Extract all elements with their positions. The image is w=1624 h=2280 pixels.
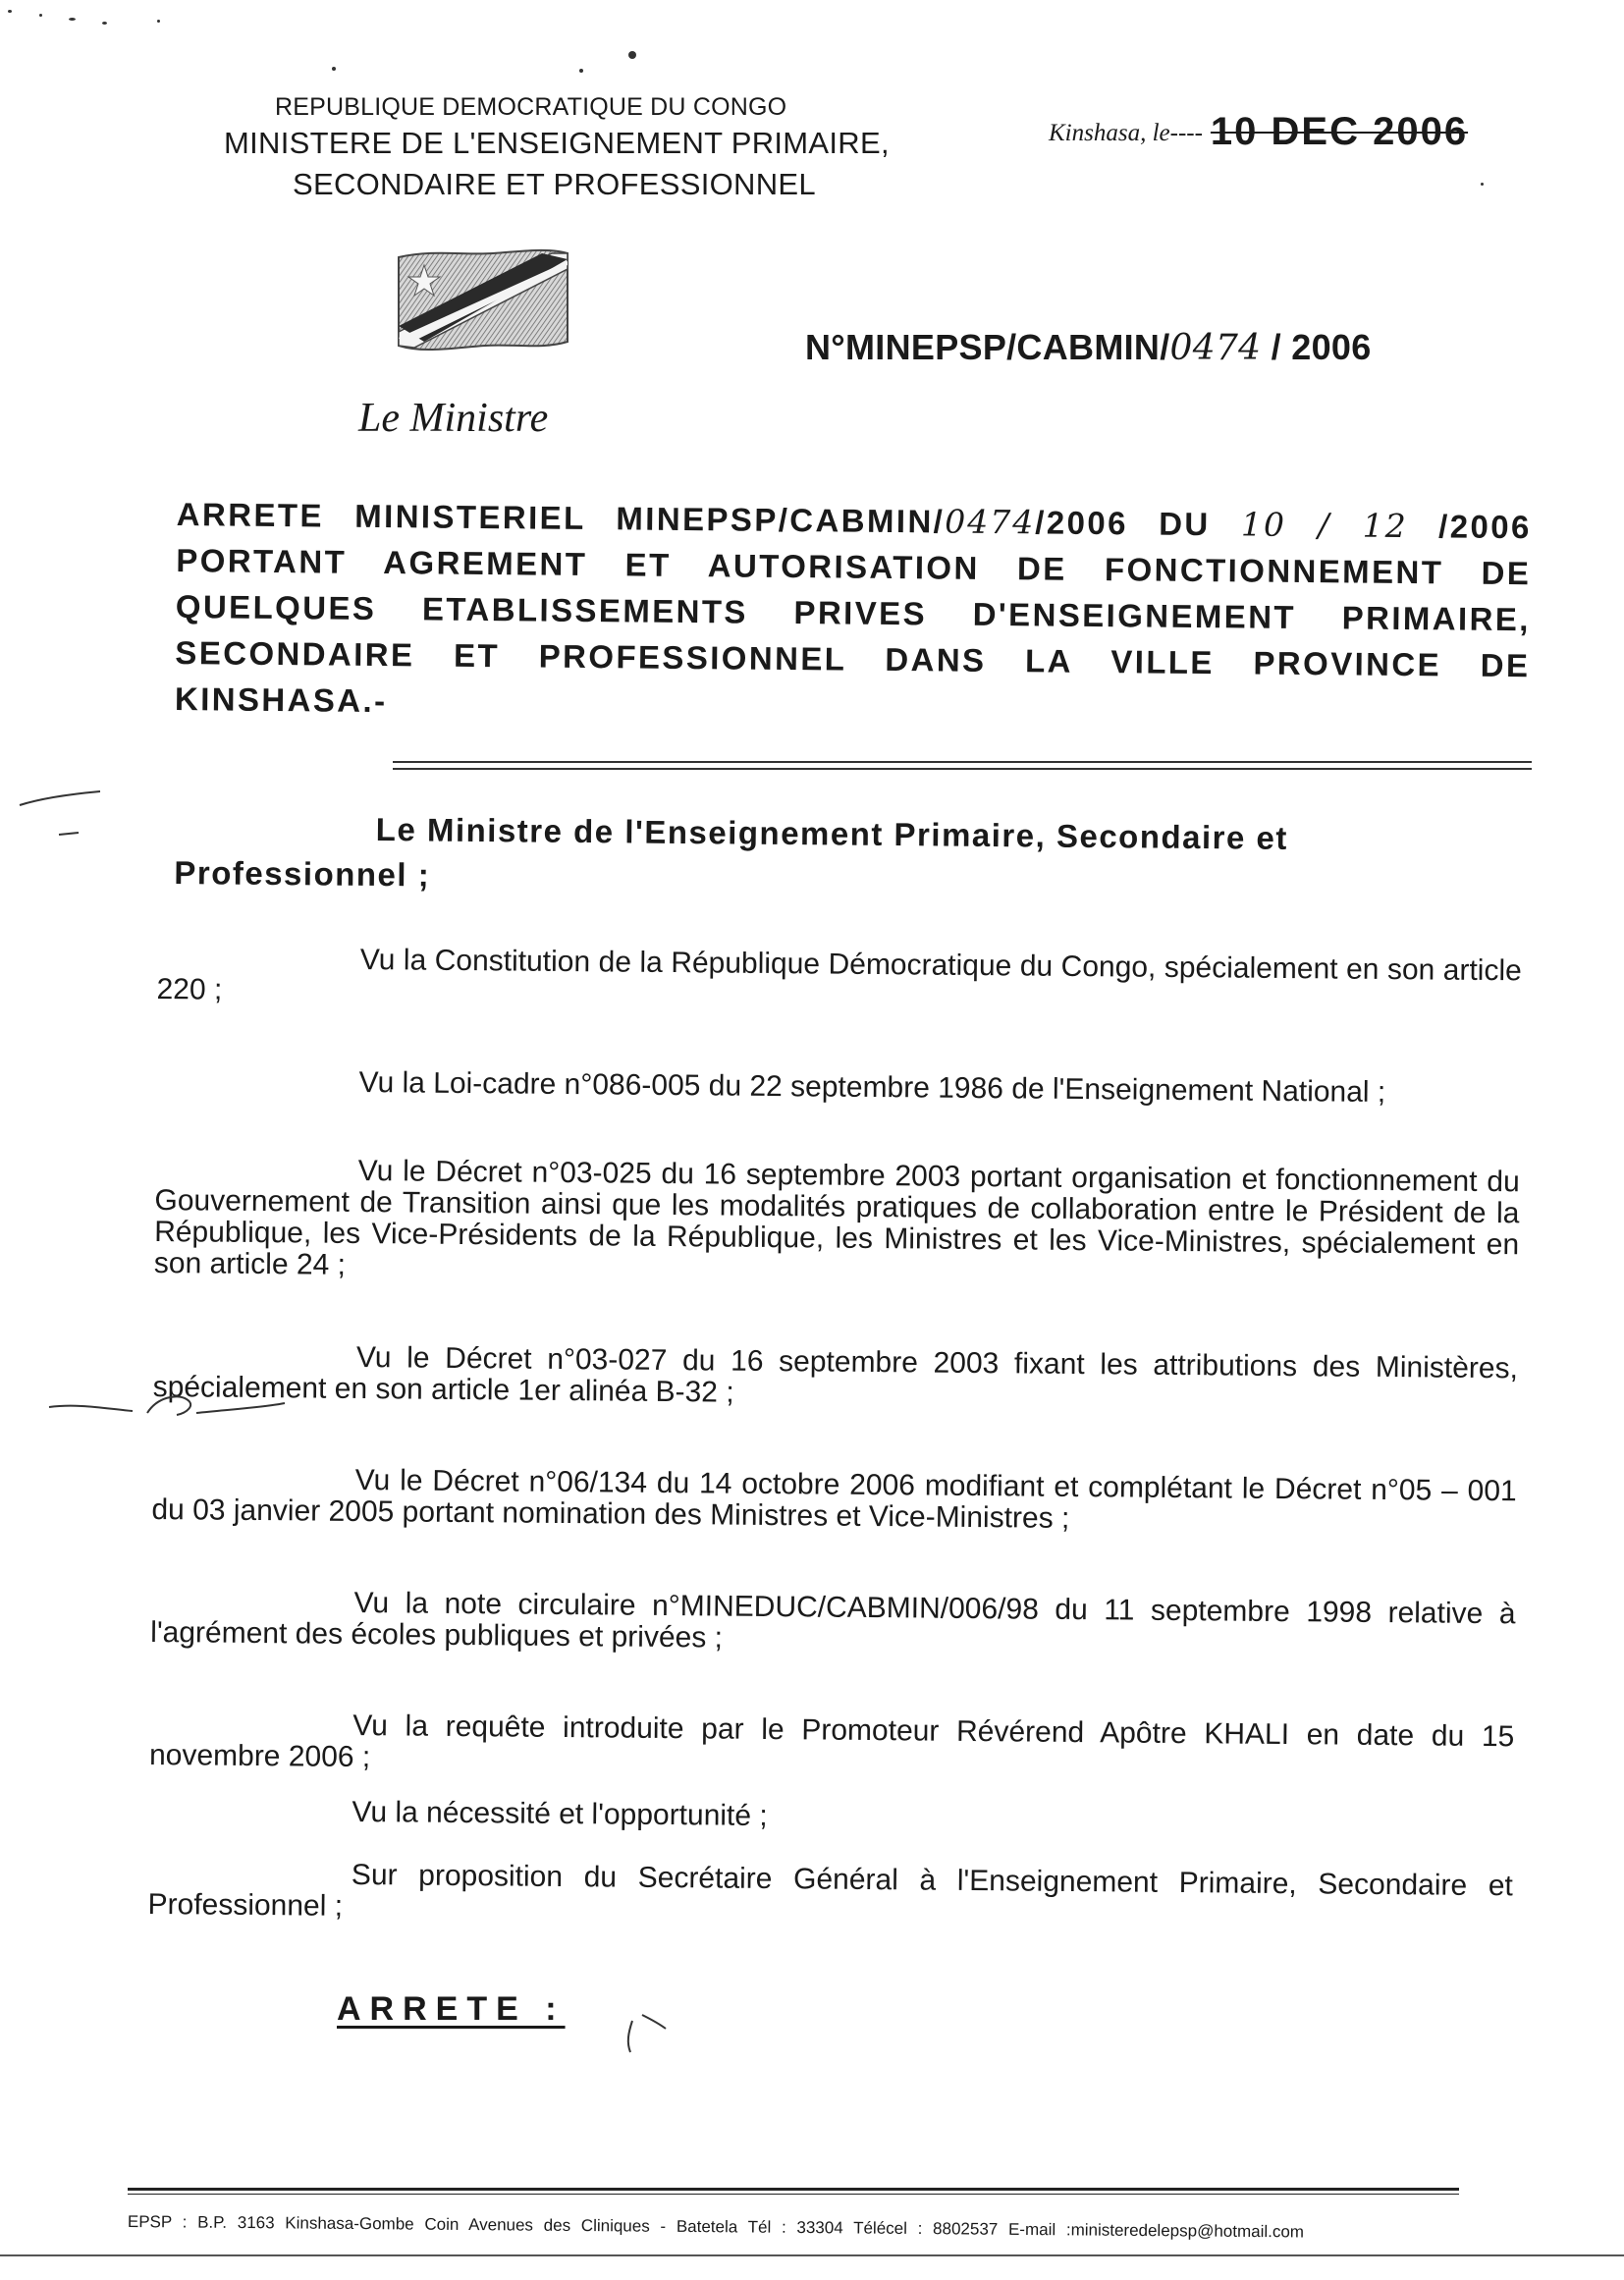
arrete-handwritten-number: 0474 <box>945 502 1036 542</box>
visa-paragraph: Vu la nécessité et l'opportunité ; <box>352 1795 768 1833</box>
arrete-label: ARRETE : <box>337 1990 566 2028</box>
visas-body <box>147 943 1522 1923</box>
reference-suffix: / 2006 <box>1261 327 1372 367</box>
date-line <box>1049 110 1468 154</box>
margin-pen-mark <box>39 1370 295 1439</box>
date-stamp: 10 DEC 2006 <box>1210 110 1469 153</box>
intro-statement <box>174 805 1530 908</box>
scan-speck <box>39 14 42 17</box>
ministry-name-line1: MINISTERE DE L'ENSEIGNEMENT PRIMAIRE, <box>224 126 890 160</box>
visa-paragraph: Vu le Décret n°06/134 du 14 octobre 2006 modifiant et complétant le Décret n°05 – 001 du 03 janvier 2005 portant nomination des Ministres et Vice-Ministres ; <box>151 1463 1517 1535</box>
visa-paragraph: Vu la Constitution de la République Démocratique du Congo, spécialement en son article 220 ; <box>156 943 1522 1006</box>
drc-flag-icon <box>395 247 571 353</box>
margin-pen-mark <box>619 2003 687 2062</box>
signatory-title: Le Ministre <box>358 396 549 441</box>
arrete-heading-part3: /2006 PORTANT AGREMENT ET AUTORISATION DE FONCTIONNEMENT DE QUELQUES ETABLISSEMENTS PRIVES D'ENSEIGNEMENT PRIMAIRE, SECONDAIRE ET PROFESSIONNEL DANS LA VILLE PROVINCE DE KINSHASA.- <box>174 508 1532 720</box>
footer-divider <box>128 2194 1459 2195</box>
scan-speck <box>102 22 107 25</box>
heading-divider <box>393 761 1532 763</box>
ministry-name-line2: SECONDAIRE ET PROFESSIONNEL <box>293 167 816 201</box>
heading-divider <box>393 768 1532 770</box>
arrete-heading-part2: /2006 DU <box>1035 504 1242 543</box>
scan-speck <box>157 20 160 23</box>
republic-name: REPUBLIQUE DEMOCRATIQUE DU CONGO <box>275 93 787 121</box>
visa-paragraph: Vu la note circulaire n°MINEDUC/CABMIN/006/98 du 11 septembre 1998 relative à l'agrément des écoles publiques et privées ; <box>150 1586 1516 1655</box>
visa-paragraph: Vu la requête introduite par le Promoteur Révérend Apôtre KHALI en date du 15 novembre 2006 ; <box>148 1709 1515 1774</box>
scan-speck <box>8 10 12 13</box>
scan-speck <box>69 18 76 21</box>
page-edge-line <box>0 2254 1624 2256</box>
margin-pen-mark <box>0 776 108 854</box>
visa-paragraph: Vu la Loi-cadre n°086-005 du 22 septembre 1986 de l'Enseignement National ; <box>358 1065 1386 1110</box>
reference-prefix: N°MINEPSP/CABMIN/ <box>805 327 1170 367</box>
visa-paragraph: Vu le Décret n°03-025 du 16 septembre 2003 portant organisation et fonctionnement du Gouvernement de Transition ainsi que les modalités pratiques de collaboration entre le Président de la République, les Vice-Présidents de la République, les Ministres et les Vice-Ministres, spécialement en son article 24 ; <box>153 1154 1520 1281</box>
reference-number <box>805 327 1372 368</box>
scan-speck <box>628 51 636 59</box>
scan-speck <box>579 69 583 73</box>
footer-divider <box>128 2188 1459 2191</box>
arrete-heading <box>175 491 1532 734</box>
date-label: Kinshasa, le---- <box>1049 120 1203 146</box>
arrete-heading-part1: ARRETE MINISTERIEL MINEPSP/CABMIN/ <box>176 495 946 540</box>
intro-line1: Le Ministre de l'Enseignement Primaire, Secondaire et <box>375 810 1289 856</box>
footer-contact: EPSP : B.P. 3163 Kinshasa-Gombe Coin Avenues des Cliniques - Batetela Tél : 33304 Télécel : 8802537 E-mail :ministeredelepsp@hotmail.com <box>127 2212 1305 2242</box>
reference-handwritten-number: 0474 <box>1169 328 1262 368</box>
arrete-handwritten-date: 10 / 12 <box>1240 505 1408 546</box>
visa-paragraph: Sur proposition du Secrétaire Général à l'Enseignement Primaire, Secondaire et Professionnel ; <box>147 1858 1513 1923</box>
scan-speck <box>332 67 336 71</box>
scan-speck <box>1481 183 1484 186</box>
visa-paragraph: Vu le Décret n°03-027 du 16 septembre 2003 fixant les attributions des Ministères, spécialement en son article 1er alinéa B-32 ; <box>152 1340 1519 1409</box>
intro-line2: Professionnel ; <box>174 853 431 894</box>
